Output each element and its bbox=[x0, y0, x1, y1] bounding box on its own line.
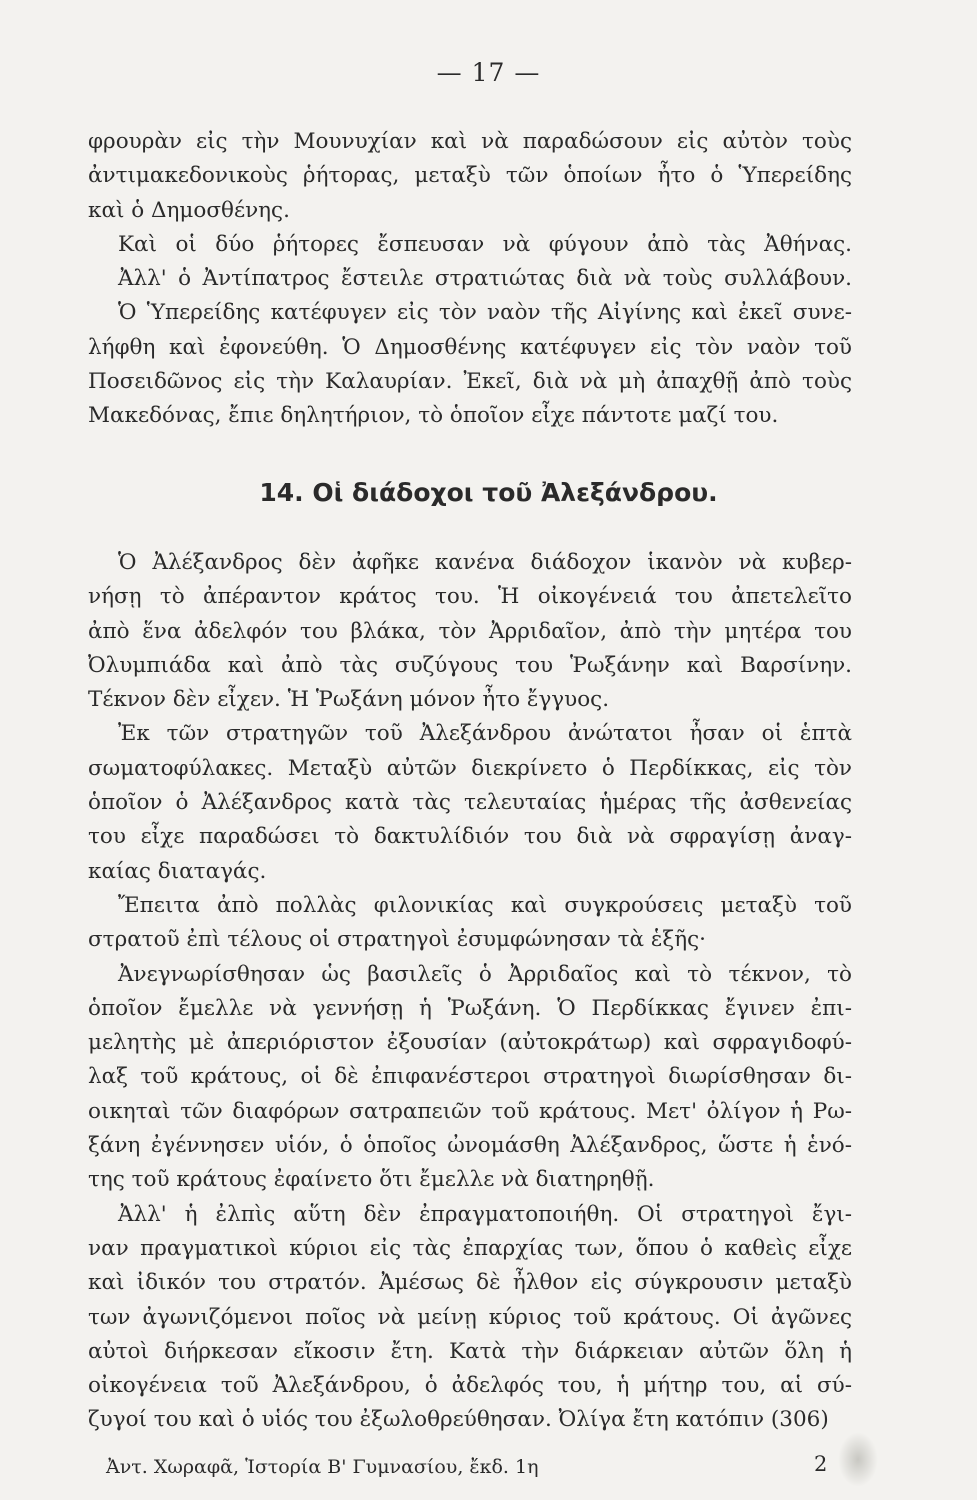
text-line: Ἐκ τῶν στρατηγῶν τοῦ Ἀλεξάνδρου ἀνώτατοι ἦσαν οἱ ἑπτὰ bbox=[118, 721, 852, 747]
text-line: της τοῦ κράτους ἐφαίνετο ὅτι ἔμελλε νὰ διατηρηθῇ. bbox=[88, 1167, 655, 1193]
paragraph-block-intro bbox=[88, 125, 852, 434]
text-line: ζυγοί του καὶ ὁ υἱός του ἐξωλοθρεύθησαν. Ὀλίγα ἔτη κατόπιν (306) bbox=[88, 1407, 829, 1433]
page-stain bbox=[838, 1432, 878, 1487]
text-line: νήσῃ τὸ ἀπέραντον κράτος του. Ἡ οἰκογένειά του ἀπετελεῖτο bbox=[88, 584, 852, 610]
text-line: ἀπὸ ἕνα ἀδελφόν του βλάκα, τὸν Ἀρριδαῖον, ἀπὸ τὴν μητέρα του bbox=[88, 618, 852, 644]
text-line: σωματοφύλακες. Μεταξὺ αὐτῶν διεκρίνετο ὁ Περδίκκας, εἰς τὸν bbox=[88, 755, 852, 781]
text-line: καὶ ἰδικόν του στρατόν. Ἀμέσως δὲ ἦλθον εἰς σύγκρουσιν μεταξὺ bbox=[88, 1270, 852, 1296]
text-line: του εἶχε παραδώσει τὸ δακτυλίδιόν του διὰ νὰ σφραγίσῃ ἀναγ- bbox=[88, 824, 852, 850]
text-line: ὁποῖον ὁ Ἀλέξανδρος κατὰ τὰς τελευταίας ἡμέρας τῆς ἀσθενείας bbox=[88, 790, 852, 816]
section-heading: 14. Οἱ διάδοχοι τοῦ Ἀλεξάνδρου. bbox=[259, 478, 718, 507]
text-line: λαξ τοῦ κράτους, οἱ δὲ ἐπιφανέστεροι στρατηγοὶ διωρίσθησαν δι- bbox=[88, 1064, 852, 1090]
text-line: Καὶ οἱ δύο ῥήτορες ἔσπευσαν νὰ φύγουν ἀπὸ τὰς Ἀθήνας. bbox=[118, 231, 852, 257]
text-line: αὐτοὶ διήρκεσαν εἴκοσιν ἔτη. Κατὰ τὴν διάρκειαν αὐτῶν ὅλη ἡ bbox=[88, 1338, 852, 1364]
text-line: ναν πραγματικοὶ κύριοι εἰς τὰς ἐπαρχίας των, ὅπου ὁ καθεὶς εἶχε bbox=[88, 1235, 852, 1261]
paragraph-block-section-14 bbox=[88, 546, 852, 1438]
text-line: Ἀλλ' ἡ ἐλπὶς αὕτη δὲν ἐπραγματοποιήθη. Οἱ στρατηγοὶ ἔγι- bbox=[118, 1201, 852, 1227]
text-line: Ὁ Ἀλέξανδρος δὲν ἀφῆκε κανένα διάδοχον ἱκανὸν νὰ κυβερ- bbox=[118, 550, 852, 575]
text-line: ἀντιμακεδονικοὺς ῥήτορας, μεταξὺ τῶν ὁποίων ἦτο ὁ Ὑπερείδης bbox=[88, 163, 852, 189]
page-number: — 17 — bbox=[436, 58, 541, 87]
text-line: οικηταὶ τῶν διαφόρων σατραπειῶν τοῦ κράτους. Μετ' ὀλίγον ἡ Ρω- bbox=[88, 1098, 852, 1124]
text-line: φρουρὰν εἰς τὴν Μουνυχίαν καὶ νὰ παραδώσουν εἰς αὐτὸν τοὺς bbox=[88, 129, 852, 154]
text-line: λήφθη καὶ ἐφονεύθη. Ὁ Δημοσθένης κατέφυγεν εἰς τὸν ναὸν τοῦ bbox=[88, 334, 852, 360]
text-line: Ὁ Ὑπερείδης κατέφυγεν εἰς τὸν ναὸν τῆς Αἰγίνης καὶ ἐκεῖ συνε- bbox=[118, 300, 852, 326]
text-line: οἰκογένεια τοῦ Ἀλεξάνδρου, ὁ ἀδελφός του, ἡ μήτηρ του, αἱ σύ- bbox=[88, 1373, 852, 1399]
footer-signature-mark: 2 bbox=[814, 1452, 828, 1476]
text-line: καὶ ὁ Δημοσθένης. bbox=[88, 197, 290, 223]
text-line: Τέκνον δὲν εἶχεν. Ἡ Ῥωξάνη μόνον ἦτο ἔγγυος. bbox=[88, 687, 610, 713]
text-line: ξάνη ἐγέννησεν υἱόν, ὁ ὁποῖος ὠνομάσθη Ἀλέξανδρος, ὥστε ἡ ἑνό- bbox=[88, 1133, 852, 1159]
text-line: Ποσειδῶνος εἰς τὴν Καλαυρίαν. Ἐκεῖ, διὰ νὰ μὴ ἀπαχθῇ ἀπὸ τοὺς bbox=[88, 369, 852, 395]
text-line: Ἀλλ' ὁ Ἀντίπατρος ἔστειλε στρατιώτας διὰ νὰ τοὺς συλλάβουν. bbox=[118, 266, 852, 292]
text-line: Ἀνεγνωρίσθησαν ὡς βασιλεῖς ὁ Ἀρριδαῖος καὶ τὸ τέκνον, τὸ bbox=[118, 961, 852, 987]
text-line: μελητὴς μὲ ἀπεριόριστον ἐξουσίαν (αὐτοκράτωρ) καὶ σφραγιδοφύ- bbox=[88, 1030, 852, 1056]
footer-source: Ἀντ. Χωραφᾶ, Ἱστορία Β' Γυμνασίου, ἔκδ. 1η bbox=[106, 1456, 539, 1478]
text-line: Ἔπειτα ἀπὸ πολλὰς φιλονικίας καὶ συγκρούσεις μεταξὺ τοῦ bbox=[118, 892, 852, 918]
text-line: των ἀγωνιζόμενοι ποῖος νὰ μείνῃ κύριος τοῦ κράτους. Οἱ ἀγῶνες bbox=[88, 1304, 852, 1330]
text-line: στρατοῦ ἐπὶ τέλους οἱ στρατηγοὶ ἐσυμφώνησαν τὰ ἑξῆς· bbox=[88, 927, 706, 953]
text-line: Μακεδόνας, ἔπιε δηλητήριον, τὸ ὁποῖον εἶχε πάντοτε μαζί του. bbox=[88, 403, 779, 429]
text-line: καίας διαταγάς. bbox=[88, 858, 267, 884]
text-line: Ὀλυμπιάδα καὶ ἀπὸ τὰς συζύγους του Ῥωξάνην καὶ Βαρσίνην. bbox=[88, 652, 852, 678]
text-line: ὁποῖον ἔμελλε νὰ γεννήσῃ ἡ Ῥωξάνη. Ὁ Περδίκκας ἔγινεν ἐπι- bbox=[88, 995, 852, 1021]
